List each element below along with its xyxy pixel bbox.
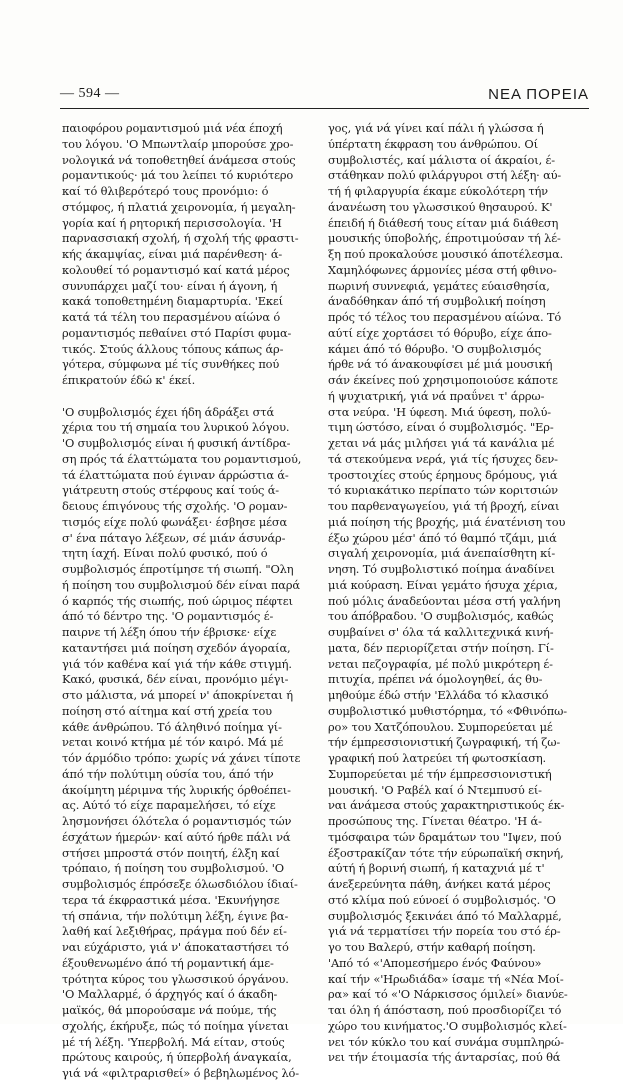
text-line: ρο» του Χατζόπουλου. Συμπορεύεται μέ (328, 719, 553, 734)
text-line: ματα, δέν περιορίζεται στήν ποίηση. Γί- (328, 640, 554, 655)
text-line: Συμπορεύεται μέ τήν έμπρεσσιονιστική (328, 766, 552, 781)
text-line: τικός. Στούς άλλους τόπους κάπως άρ- (62, 341, 284, 356)
text-line: γότερα, σύμφωνα μέ τίς συνθήκες πού (62, 357, 280, 372)
text-line: έπειδή ή διάθεσή τους είταν μιά διάθεση (328, 215, 559, 230)
text-line: ύπέρτατη έκφραση του άνθρώπου. Οί (328, 136, 538, 151)
text-line: καταντήσει μιά ποίηση σχεδόν άγοραία, (62, 640, 291, 655)
text-line: δειους έπιγόνους τής σχολής. 'Ο ρομαν- (62, 499, 288, 513)
text-line: νηση. Τό συμβολιστικό ποίημα άναδίνει (328, 562, 555, 576)
text-line (62, 389, 320, 405)
text-line: ναι εύχάριστο, γιά ν' άποκαταστήσει τό (62, 940, 289, 954)
text-line: γιάτρευτη στούς στέρφους καί τούς ά- (62, 483, 279, 498)
text-line: έσχάτων ήμερών· καί αύτό ήρθε πάλι νά (62, 829, 291, 844)
text-line: γος, γιά νά γίνει καί πάλι ή γλώσσα ή (328, 121, 544, 135)
text-line: τιμη ώστόσο, είναι ό συμβολισμός. "Ερ- (328, 420, 554, 435)
text-line: τό κυριακάτικο περίπατο τών κοριτσιών (328, 483, 558, 498)
text-line: γο του Βαλερύ, στήν καθαρή ποίηση. (328, 940, 536, 954)
text-line: χεται νά μάς μιλήσει γιά τά κανάλια μέ (328, 436, 555, 450)
text-line: τητη ίαχή. Είναι πολύ φυσικό, πού ό (62, 546, 268, 561)
text-line: πιτυχία, πρέπει νά όμολογηθεί, άς θυ- (328, 672, 543, 687)
text-line: γιά τόν καθένα καί γιά τήν κάθε στιγμή. (62, 656, 292, 671)
text-line: αύτί είχε χορτάσει τό θόρυβο, είχε άπο- (328, 325, 552, 340)
text-line: καί τό θλιβερότερό τους προνόμιο: ό (62, 184, 269, 198)
text-line: κάμει άπό τό θόρυβο. 'Ο συμβολισμός (328, 341, 542, 356)
text-line: τρότητα κύρος του γλωσσικού όργάνου. (62, 971, 289, 986)
text-line: παιοφόρου ρομαντισμού μιά νέα έποχή (62, 121, 283, 135)
text-line: άναδόθηκαν άπό τή συμβολική ποίηση (328, 294, 546, 309)
text-line: του λόγου. 'Ο Μπωντλαίρ μπορούσε χρο- (62, 136, 294, 151)
text-line: τερα τά έκφραστικά μέσα. 'Εκυνήγησε (62, 892, 280, 907)
text-line: ήρθε νά τό άνακουφίσει μέ μιά μουσική (328, 357, 553, 372)
text-line: τμόσφαιρα τών δραμάτων του "Ιψεν, πού (328, 829, 562, 844)
text-line: ση πρός τά έλαττώματα του ρομαντισμού, (62, 451, 302, 466)
text-line: άπό τό δέντρο της. 'Ο ρομαντισμός έ- (62, 609, 274, 624)
text-line: 'Από τό «'Απομεσήμερο ένός Φαύνου» (328, 955, 542, 970)
text-line: άνεξερεύνητα πάθη, άνήκει κατά μέρος (328, 877, 551, 891)
text-line: έξουθενωμένο άπό τή ρομαντική άμε- (62, 955, 274, 970)
text-line: πού μόλις άναδεύονται μέσα στή γαλήνη (328, 593, 561, 608)
text-line: ρομαντικούς· μά του λείπει τό κυριότερο (62, 168, 294, 183)
text-line: άνανέωση του γλωσσικού θησαυρού. Κ' (328, 199, 553, 214)
text-line: παρνασσιακή σχολή, ή σχολή τής φραστι- (62, 231, 299, 246)
text-line: χώρο του κινήματος.'Ο συμβολισμός κλεί- (328, 1018, 567, 1033)
text-line: συμβαίνει σ' όλα τά καλλιτεχνικά κινή- (328, 625, 554, 639)
text-line: γορία καί ή ρητορική περισσολογία. 'Η (62, 215, 282, 230)
text-line: έξω χώρου μέσ' άπό τό θαμπό τζάμι, μιά (328, 530, 557, 545)
text-line: χέρια του τή σημαία του λυρικού λόγου. (62, 420, 290, 435)
text-line: νολογικά νά τοποθετηθεί άνάμεσα στούς (62, 152, 296, 167)
text-line: Χαμηλόφωνες άρμονίες μέσα στή φθινο- (328, 262, 557, 277)
text-line: λησμονήσει όλότελα ό ρομαντισμός τών (62, 814, 292, 828)
text-line: ναι άνάμεσα στούς χαρακτηριστικούς έκ- (328, 798, 565, 813)
header-rule (60, 108, 589, 109)
text-line: μουσική. 'Ο Ραβέλ καί ό Ντεμπυσύ εί- (328, 782, 542, 797)
text-line: ή ποίηση του συμβολισμού δέν είναι παρά (62, 577, 300, 592)
text-line: κακά τοποθετημένη διαμαρτυρία. 'Εκεί (62, 294, 283, 309)
text-line: πωρινή συννεφιά, γεμάτες εύαισθησία, (328, 278, 550, 293)
text-line: καί τήν «'Ηρωδιάδα» ίσαμε τή «Νέα Μοί- (328, 971, 564, 986)
text-line: νει τόν κύκλο του καί συνάμα συμπληρώ- (328, 1034, 564, 1049)
text-line: ρα» καί τό «'Ο Νάρκισσος όμιλεί» διανύε- (328, 987, 568, 1002)
text-line: σ' ένα πάταγο λέξεων, σέ μιάν άσυνάρ- (62, 530, 286, 545)
text-line: ξη πού προκαλούσε μουσικό άποτέλεσμα. (328, 247, 564, 261)
text-line: στήσει μπροστά στόν ποιητή, έλξη καί (62, 845, 280, 860)
text-line: κάθε άνθρώπου. Τό άληθινό ποίημα γί- (62, 719, 282, 734)
text-line: μέ τή λέξη. 'Υπερβολή. Μά είταν, στούς (62, 1034, 285, 1049)
text-line: έπικρατούν έδώ κ' έκεί. (62, 373, 196, 387)
text-line: τόν άρμόδιο τρόπο: χωρίς νά χάνει τίποτε (62, 751, 301, 765)
text-line: νει τήν έτοιμασία τής άνταρσίας, πού θά (328, 1050, 561, 1065)
text-line: στα νεύρα. 'Η ύφεση. Μιά ύφεση, πολύ- (328, 404, 551, 419)
text-line: μιά ποίηση τής βροχής, μιά ένατένιση του (328, 514, 566, 529)
text-line: ή ψυχιατρική, γιά νά πραΰνει τ' άρρω- (328, 388, 545, 403)
text-line: τισμός είχε πολύ φωνάξει· έσβησε μέσα (62, 514, 288, 529)
text-line: λαθή καί λεξιθήρας, πράγμα πού δέν εί- (62, 924, 287, 939)
text-line: αύτή ή βορινή σιωπή, ή καταχνιά μέ τ' (328, 861, 545, 876)
text-line: μουσικής ύποβολής, έπροτιμούσαν τή λέ- (328, 231, 561, 246)
text-line: σχολής, έκήρυξε, πώς τό ποίημα γίνεται (62, 1018, 289, 1033)
text-line: τρόπαιο, ή ποίηση του συμβολισμού. 'Ο (62, 861, 284, 876)
text-line: συμβολισμός έπρόσεξε όλωσδιόλου ίδιαί- (62, 877, 298, 891)
page-header (60, 86, 589, 110)
text-line: του παρθεναγωγείου, γιά τή βροχή, είναι (328, 499, 560, 513)
text-line: άκοίμητη μέριμνα τής λυρικής όρθοέπει- (62, 782, 291, 797)
text-line: τροστοιχίες στούς έρημους δρόμους, γιά (328, 467, 558, 482)
text-line: κατά τά τέλη του περασμένου αίώνα ό (62, 310, 281, 324)
text-line: άπό τήν πολύτιμη ούσία του, άπό τήν (62, 766, 274, 781)
text-line: τήν έμπρεσσιονιστική ζωγραφική, τή ζω- (328, 735, 561, 750)
text-line: συμβολισμός ξεκινάει άπό τό Μαλλαρμέ, (328, 908, 562, 923)
text-line: γιά νά τερματίσει τήν πορεία του στό έρ- (328, 924, 561, 939)
page-number: — 594 — (60, 86, 120, 101)
text-line: 'Ο συμβολισμός έχει ήδη άδράξει στά (62, 404, 274, 419)
text-line: ό καρπός τής σιωπής, πού ώριμος πέφτει (62, 593, 293, 608)
text-line: 'Ο συμβολισμός είναι ή φυσική άντίδρα- (62, 436, 291, 450)
text-line: μηθούμε έδώ στήν 'Ελλάδα τό κλασικό (328, 688, 549, 702)
text-line: του άπόβραδου. 'Ο συμβολισμός, καθώς (328, 609, 554, 624)
text-line: παιρνε τή λέξη όπου τήν έβρισκε· είχε (62, 625, 277, 639)
text-line: 'Ο Μαλλαρμέ, ό άρχηγός καί ό άκαδη- (62, 987, 278, 1002)
text-line: νεται πεζογραφία, μέ πολύ μικρότερη έ- (328, 656, 553, 671)
text-line: τά έλαττώματα πού έγιναν άρρώστια ά- (62, 467, 289, 482)
text-line: ται όλη ή άπόσταση, πού προσδιορίζει τό (328, 1003, 562, 1017)
text-line: έξοστρακίζαν τότε τήν εύρωπαϊκή σκηνή, (328, 845, 564, 860)
text-line: συμβολισμός έπροτίμησε τή σιωπή. "Ολη (62, 562, 294, 576)
text-line: τή ή φιλαργυρία έκαμε εύκολότερη τήν (328, 184, 548, 198)
text-line: γραφική πού λατρεύει τή φωτοσκίαση. (328, 751, 547, 765)
text-line: συμβολιστικό μυθιστόρημα, τό «Φθινόπω- (328, 703, 567, 718)
text-line: σιγαλή χειρονομία, μιά άνεπαίσθητη κί- (328, 546, 556, 561)
right-text-column (328, 121, 586, 1066)
text-line: ποίηση στό αίτημα καί στή χρεία του (62, 703, 272, 718)
text-line: στο μάλιστα, νά μπορεί ν' άποκρίνεται ή (62, 688, 293, 702)
left-text-column (62, 121, 320, 1082)
text-line: μιά κούραση. Είναι γεμάτο ήσυχα χέρια, (328, 577, 558, 592)
text-line: σάν έκείνες πού χρησιμοποιούσε κάποτε (328, 373, 558, 387)
text-line: τή σπάνια, τήν πολύτιμη λέξη, έγινε βα- (62, 908, 289, 923)
text-line: Κακό, φυσικά, δέν είναι, προνόμιο μέγι- (62, 672, 289, 687)
text-line: συνυπάρχει μαζί του· είναι ή άγονη, ή (62, 278, 278, 293)
text-line: πρός τό τέλος του περασμένου αίώνα. Τό (328, 310, 562, 324)
text-line: στάθηκαν πολύ φιλάργυροι στή λέξη· αύ- (328, 168, 562, 183)
text-line: μαϊκός, θά μπορούσαμε νά πούμε, τής (62, 1003, 277, 1017)
text-line: τά στεκούμενα νερά, γιά τίς ήσυχες δεν- (328, 451, 558, 466)
text-line: νεται κοινό κτήμα μέ τόν καιρό. Μά μέ (62, 735, 284, 750)
journal-title: ΝΕΑ ΠΟΡΕΙΑ (488, 86, 589, 103)
text-line: γιά νά «φιλτραρισθεί» ό βεβηλωμένος λό- (62, 1066, 299, 1080)
text-line: πρώτους καιρούς, ή ύπερβολή άναγκαία, (62, 1050, 292, 1065)
text-line: κής άκαμψίας, είναι μιά παρένθεση· ά- (62, 247, 283, 261)
text-line: κολουθεί τό ρομαντισμό καί κατά μέρος (62, 262, 290, 277)
text-line: ρομαντισμός πεθαίνει στό Παρίσι φυμα- (62, 325, 292, 340)
text-line: ας. Αύτό τό είχε παραμελήσει, τό είχε (62, 798, 276, 813)
text-line: στό κλίμα πού εύνοεί ό συμβολισμός. 'Ο (328, 892, 556, 907)
text-line: προσώπους της. Γίνεται θέατρο. 'Η ά- (328, 814, 542, 828)
text-line: συμβολιστές, καί μάλιστα οί άκραίοι, έ- (328, 152, 555, 167)
text-line: στόμφος, ή πλατιά χειρονομία, ή μεγαλη- (62, 199, 296, 214)
